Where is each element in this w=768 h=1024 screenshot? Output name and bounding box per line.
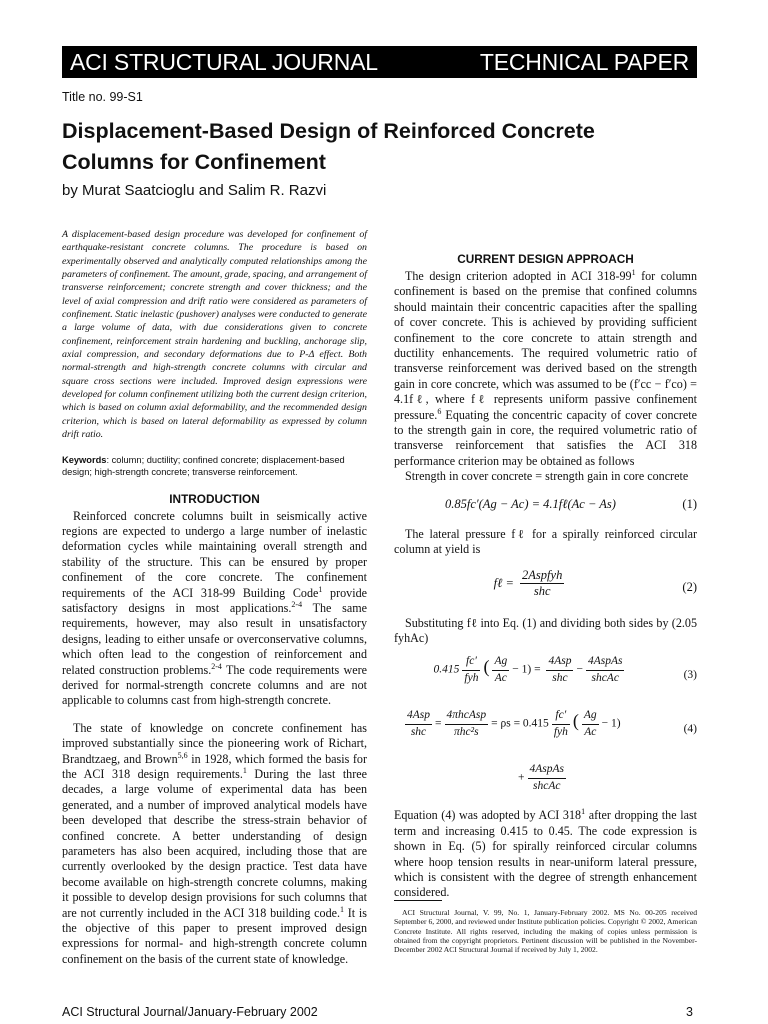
closing-paragraph: Equation (4) was adopted by ACI $318^1$ after dropping the last term and increasing 0.415 to 0.45. The code expression is shown in Eq. (5) for spirally reinforced circular columns where hoop tension results in near-uniform lateral pressure, which is consistent with the degree of strength enhancement considered. (394, 807, 698, 900)
journal-banner (62, 46, 697, 78)
keywords-text: : column; ductility; confined concrete; displacement-based design; high-strength concrete; transverse reinforcement. (62, 454, 345, 477)
equation-2: fℓ = $\frac{\text{2Aspfyh}}{\text{shc}}$ (2) (493, 567, 697, 598)
footnote: ACI Structural Journal, V. 99, No. 1, January-February 2002. MS No. 00-205 received September 6, 2000, and reviewed under Institute publication policies. Copyright © 2002, American Concrete Institute. All rights reserved, including the making of copies unless permission is obtained from the copyright proprietors. Pertinent discussion will be published in the November-December 2002 ACI Structural Journal if received by July 1, 2002. (394, 908, 697, 955)
footnote-rule (394, 900, 442, 901)
right-column (394, 252, 698, 901)
intro-paragraph-1: Reinforced concrete columns built in seismically active regions are expected to undergo a large number of inelastic deformation cycles while maintaining overall strength and stability of the structure. This can be ensured by proper confinement of the core concrete. The confinement requirements of the ACI 318-99 Building Code$^1$ provide satisfactory designs in most applications.$^{2-4}$ The same requirements, however, may also result in unsatisfactory designs, leading to either unsafe or overconservative columns, which often lead to the congestion of reinforcement and related construction problems.$^{2-4}$ The code requirements were derived for normal-strength concrete columns and are not applicable to columns cast from high-strength concrete. (62, 508, 368, 708)
left-column (62, 228, 367, 967)
keywords-label: Keywords (62, 454, 107, 465)
current-design-heading: CURRENT DESIGN APPROACH (457, 252, 634, 266)
equation-3: 0.415 $\frac{fc'}{\text{fyh}}$ ( $\frac{Ag}{Ac}$ − 1) = $\frac{\text{4Asp}}{\text{shc}}$ − $\frac{\text{4AspAs}}{\text{shcAc}}$ (3) (433, 655, 697, 684)
lateral-pressure-text: The lateral pressure fℓ for a spirally reinforced circular column at yield is (394, 526, 697, 557)
design-paragraph-1: The design criterion adopted in ACI $318-99^1$ for column confinement is based on the premise that confined columns should maintain their concentric capacities after the spalling of cover concrete. This is achieved by providing sufficient confinement to the core concrete to attain strength and ductility enhancements. The required volumetric ratio of transverse reinforcement was derived based on the strength gain in core concrete, which was assumed to be (f′cc − f′co) = 4.1fℓ, where fℓ represents uniform passive confinement pressure.$^6$ Equating the concentric capacity of cover concrete to the strength gain in core, the required volumetric ratio of transverse reinforcement that satisfies the ACI 318 performance criterion may be obtained as follows (394, 267, 697, 468)
byline: by Murat Saatcioglu and Salim R. Razvi (62, 182, 327, 199)
equation-1 (394, 493, 697, 517)
footer-journal: ACI Structural Journal/January-February 2002 (62, 1005, 318, 1019)
equation-4: $\frac{\text{4Asp}}{\text{shc}}$ = $\frac{\text{4πhcAsp}}{\text{πhc²s}}$ = ρs = 0.415 $\frac{fc'}{\text{fyh}}$ ( $\frac{Ag}{Ac}$ − 1) (4) + $\frac{\text{4AspAs}}{\text{shcAc}}$ (407, 709, 697, 792)
equation-2-number: (2) (682, 579, 697, 594)
equation-1-expression: 0.85fc′(Ag − Ac) = 4.1fℓ(Ac − As) (445, 496, 616, 511)
keywords (62, 454, 367, 479)
article-title: Displacement-Based Design of Reinforced Concrete Columns for Confinement (62, 119, 595, 174)
equation-3-number: (3) (683, 669, 697, 682)
strength-statement: Strength in cover concrete = strength gain in core concrete (405, 469, 689, 484)
equation-4-number: (4) (683, 723, 697, 736)
equation-1-number: (1) (682, 496, 697, 511)
journal-name: ACI STRUCTURAL JOURNAL (70, 48, 378, 75)
intro-paragraph-2: The state of knowledge on concrete confinement has improved substantially since the pioneering work of Richart, Brandtzaeg, and Brown$^{5,6}$ in 1928, which formed the basis for the ACI 318 design requirements.$^1$ During the last three decades, a large volume of experimental data has been generated, and a number of improved analytical models have been developed that describe the stress-strain behavior of confined concrete. A better understanding of design parameters has also been acquired, including those that are currently overlooked by the design practice. Test data have become available on high-strength concrete columns, making it possible to develop design provisions for such columns that are not currently included in the ACI 318 building code.$^1$ It is the objective of this paper to present improved design expressions for normal- and high-strength concrete column confinement on the basis of the current state of knowledge. (62, 720, 367, 966)
title-number: Title no. 99-S1 (62, 90, 143, 104)
abstract: A displacement-based design procedure was developed for confinement of earthquake-resistant concrete columns. The procedure is based on experimentally observed and analytically computed relationships among the parameters of confinement. The amount, grade, spacing, and arrangement of transverse reinforcement; concrete strength and cover thickness; and the level of axial compression and drift ratio were considered as parameters of confinement. Static inelastic (pushover) analyses were conducted to generate a large volume of data, with due considerations given to concrete confinement, reinforcement strain hardening and buckling, anchorage slip, axial compression, and secondary deformations due to P-Δ effect. Both normal-strength and high-strength concrete columns with circular and square cross sections were included. Improved design expressions were developed for column confinement utilizing both the current design criterion, which is based on column axial deformability, and the recommended design criterion, which is based on lateral deformability as expressed by column drift ratio. (62, 229, 367, 441)
substituting-text: Substituting fℓ into Eq. (1) and dividing both sides by (2.05 fyhAc) (394, 615, 697, 645)
paper-type: TECHNICAL PAPER (479, 48, 689, 75)
page-number: 3 (686, 1005, 693, 1019)
introduction-heading: INTRODUCTION (169, 492, 260, 507)
